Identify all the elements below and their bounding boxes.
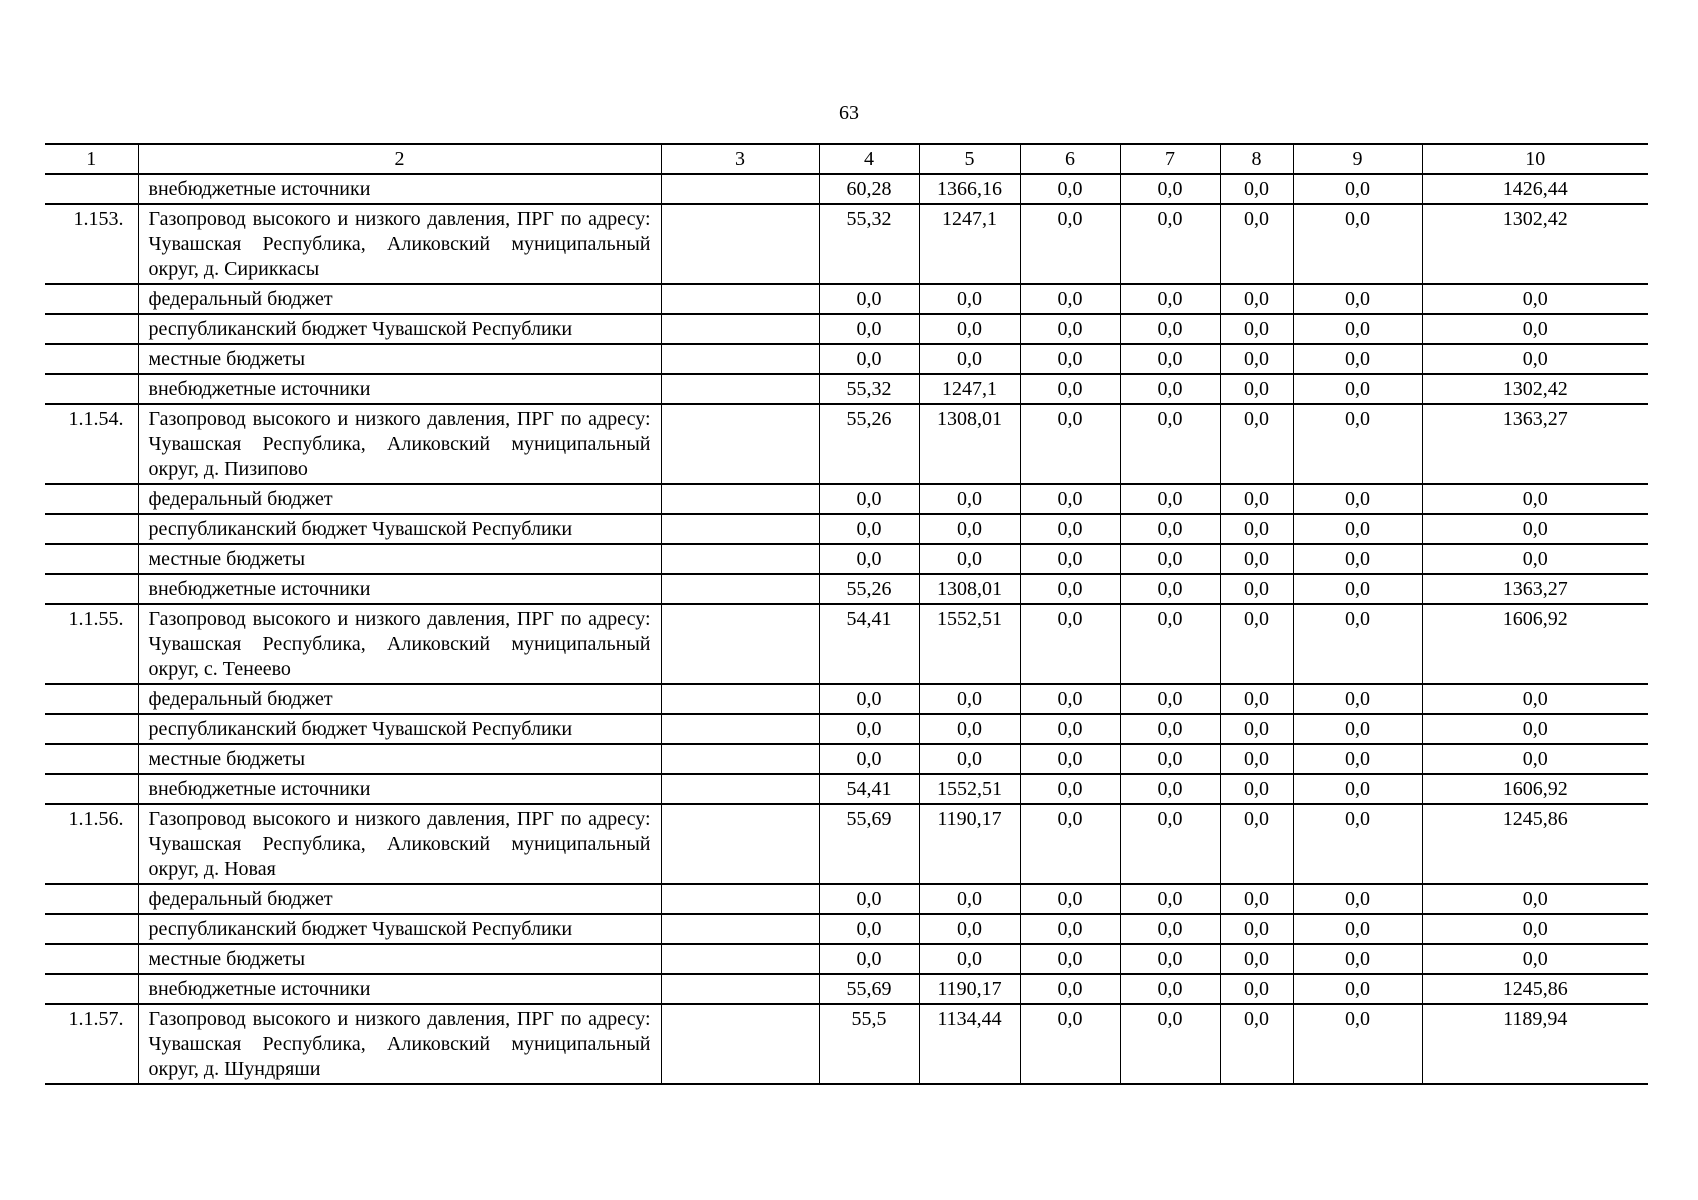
cell-item-code: 1.1.54. — [45, 404, 138, 484]
cell-col-7: 0,0 — [1120, 684, 1220, 714]
table-row-source — [45, 974, 1648, 1004]
table-row-source — [45, 484, 1648, 514]
cell-col-4: 0,0 — [819, 914, 919, 944]
cell-col-4: 55,32 — [819, 204, 919, 284]
cell-col-9: 0,0 — [1293, 284, 1422, 314]
cell-col-7: 0,0 — [1120, 514, 1220, 544]
table-row-item — [45, 404, 1648, 484]
cell-col-6: 0,0 — [1020, 684, 1120, 714]
cell-item-name: республиканский бюджет Чувашской Республики — [138, 714, 661, 744]
page-number: 63 — [839, 102, 859, 124]
cell-item-code — [45, 574, 138, 604]
cell-col-10-total: 1426,44 — [1422, 174, 1648, 204]
cell-item-code — [45, 174, 138, 204]
cell-col-6: 0,0 — [1020, 314, 1120, 344]
cell-col-9: 0,0 — [1293, 804, 1422, 884]
cell-col-6: 0,0 — [1020, 604, 1120, 684]
cell-col-10-total: 0,0 — [1422, 914, 1648, 944]
cell-col-6: 0,0 — [1020, 774, 1120, 804]
cell-col-7: 0,0 — [1120, 314, 1220, 344]
cell-col-9: 0,0 — [1293, 604, 1422, 684]
cell-col-3 — [661, 174, 819, 204]
budget-table — [45, 143, 1648, 1085]
cell-col-8: 0,0 — [1220, 174, 1293, 204]
cell-col-9: 0,0 — [1293, 714, 1422, 744]
cell-col-10-total: 0,0 — [1422, 314, 1648, 344]
cell-col-10-total: 1363,27 — [1422, 574, 1648, 604]
cell-col-6: 0,0 — [1020, 404, 1120, 484]
cell-item-name: Газопровод высокого и низкого давления, ПРГ по адресу: Чувашская Республика, Аликовский муниципальный округ, д. Сириккасы — [138, 204, 661, 284]
cell-col-10-total: 0,0 — [1422, 684, 1648, 714]
cell-item-code — [45, 514, 138, 544]
cell-col-6: 0,0 — [1020, 884, 1120, 914]
cell-col-9: 0,0 — [1293, 314, 1422, 344]
cell-item-code — [45, 544, 138, 574]
cell-col-3 — [661, 574, 819, 604]
table-row-item — [45, 804, 1648, 884]
table-row-source — [45, 314, 1648, 344]
cell-col-5: 1247,1 — [919, 204, 1020, 284]
cell-col-9: 0,0 — [1293, 344, 1422, 374]
cell-col-8: 0,0 — [1220, 944, 1293, 974]
column-header-5: 5 — [919, 144, 1020, 174]
cell-col-7: 0,0 — [1120, 344, 1220, 374]
cell-item-name: республиканский бюджет Чувашской Республики — [138, 514, 661, 544]
cell-col-5: 0,0 — [919, 344, 1020, 374]
cell-col-7: 0,0 — [1120, 974, 1220, 1004]
table-row-source — [45, 914, 1648, 944]
table-row-source — [45, 774, 1648, 804]
cell-item-code — [45, 344, 138, 374]
column-header-9: 9 — [1293, 144, 1422, 174]
cell-col-5: 0,0 — [919, 944, 1020, 974]
cell-col-10-total: 0,0 — [1422, 944, 1648, 974]
cell-col-7: 0,0 — [1120, 804, 1220, 884]
cell-col-10-total: 1245,86 — [1422, 804, 1648, 884]
cell-item-name: внебюджетные источники — [138, 974, 661, 1004]
cell-item-code: 1.153. — [45, 204, 138, 284]
cell-col-7: 0,0 — [1120, 484, 1220, 514]
cell-col-4: 55,5 — [819, 1004, 919, 1084]
cell-col-5: 0,0 — [919, 544, 1020, 574]
cell-col-5: 1247,1 — [919, 374, 1020, 404]
cell-col-4: 54,41 — [819, 604, 919, 684]
cell-col-7: 0,0 — [1120, 1004, 1220, 1084]
cell-col-7: 0,0 — [1120, 404, 1220, 484]
cell-col-3 — [661, 914, 819, 944]
cell-col-6: 0,0 — [1020, 284, 1120, 314]
cell-col-4: 0,0 — [819, 284, 919, 314]
cell-col-4: 0,0 — [819, 944, 919, 974]
column-header-2: 2 — [138, 144, 661, 174]
cell-item-code — [45, 314, 138, 344]
cell-col-4: 0,0 — [819, 484, 919, 514]
cell-item-name: внебюджетные источники — [138, 774, 661, 804]
cell-col-5: 1552,51 — [919, 774, 1020, 804]
cell-col-7: 0,0 — [1120, 914, 1220, 944]
table-row-source — [45, 514, 1648, 544]
cell-col-7: 0,0 — [1120, 204, 1220, 284]
cell-item-name: внебюджетные источники — [138, 374, 661, 404]
cell-col-9: 0,0 — [1293, 544, 1422, 574]
cell-item-code — [45, 284, 138, 314]
cell-item-code: 1.1.56. — [45, 804, 138, 884]
cell-col-6: 0,0 — [1020, 344, 1120, 374]
cell-col-5: 1190,17 — [919, 974, 1020, 1004]
cell-item-name: федеральный бюджет — [138, 484, 661, 514]
table-row-source — [45, 744, 1648, 774]
cell-col-3 — [661, 714, 819, 744]
cell-item-code — [45, 374, 138, 404]
cell-col-6: 0,0 — [1020, 944, 1120, 974]
cell-col-5: 1190,17 — [919, 804, 1020, 884]
cell-col-9: 0,0 — [1293, 1004, 1422, 1084]
cell-col-7: 0,0 — [1120, 944, 1220, 974]
cell-col-10-total: 0,0 — [1422, 284, 1648, 314]
cell-col-4: 0,0 — [819, 544, 919, 574]
cell-col-7: 0,0 — [1120, 744, 1220, 774]
cell-col-6: 0,0 — [1020, 1004, 1120, 1084]
cell-col-4: 0,0 — [819, 514, 919, 544]
cell-col-4: 55,32 — [819, 374, 919, 404]
cell-col-9: 0,0 — [1293, 574, 1422, 604]
cell-col-4: 0,0 — [819, 314, 919, 344]
cell-item-name: федеральный бюджет — [138, 284, 661, 314]
cell-col-9: 0,0 — [1293, 684, 1422, 714]
cell-item-code — [45, 484, 138, 514]
cell-col-5: 0,0 — [919, 744, 1020, 774]
cell-col-7: 0,0 — [1120, 284, 1220, 314]
cell-col-3 — [661, 404, 819, 484]
cell-col-7: 0,0 — [1120, 544, 1220, 574]
cell-item-code — [45, 744, 138, 774]
cell-col-3 — [661, 544, 819, 574]
cell-col-3 — [661, 374, 819, 404]
cell-item-name: федеральный бюджет — [138, 684, 661, 714]
cell-col-9: 0,0 — [1293, 404, 1422, 484]
cell-col-9: 0,0 — [1293, 204, 1422, 284]
cell-col-3 — [661, 604, 819, 684]
cell-col-5: 0,0 — [919, 484, 1020, 514]
cell-col-10-total: 1302,42 — [1422, 204, 1648, 284]
cell-item-name: местные бюджеты — [138, 944, 661, 974]
cell-col-6: 0,0 — [1020, 484, 1120, 514]
cell-item-name: федеральный бюджет — [138, 884, 661, 914]
cell-col-8: 0,0 — [1220, 574, 1293, 604]
cell-col-6: 0,0 — [1020, 174, 1120, 204]
cell-col-3 — [661, 284, 819, 314]
cell-col-3 — [661, 484, 819, 514]
cell-col-3 — [661, 344, 819, 374]
cell-item-name: внебюджетные источники — [138, 174, 661, 204]
table-row-source — [45, 684, 1648, 714]
cell-item-code — [45, 974, 138, 1004]
cell-col-7: 0,0 — [1120, 884, 1220, 914]
table-row-item — [45, 604, 1648, 684]
cell-col-10-total: 1606,92 — [1422, 604, 1648, 684]
cell-col-8: 0,0 — [1220, 804, 1293, 884]
cell-col-10-total: 0,0 — [1422, 884, 1648, 914]
cell-col-8: 0,0 — [1220, 204, 1293, 284]
table-row-source — [45, 574, 1648, 604]
cell-col-3 — [661, 744, 819, 774]
cell-col-4: 55,26 — [819, 574, 919, 604]
cell-col-10-total: 1245,86 — [1422, 974, 1648, 1004]
cell-item-name: Газопровод высокого и низкого давления, ПРГ по адресу: Чувашская Республика, Аликовский муниципальный округ, с. Тенеево — [138, 604, 661, 684]
cell-col-10-total: 0,0 — [1422, 484, 1648, 514]
cell-col-3 — [661, 684, 819, 714]
cell-item-code — [45, 684, 138, 714]
cell-col-3 — [661, 944, 819, 974]
header-row — [45, 144, 1648, 174]
cell-col-6: 0,0 — [1020, 514, 1120, 544]
cell-col-5: 1308,01 — [919, 574, 1020, 604]
cell-col-5: 0,0 — [919, 514, 1020, 544]
cell-col-6: 0,0 — [1020, 974, 1120, 1004]
cell-item-name: Газопровод высокого и низкого давления, ПРГ по адресу: Чувашская Республика, Аликовский муниципальный округ, д. Шундряши — [138, 1004, 661, 1084]
cell-col-8: 0,0 — [1220, 914, 1293, 944]
cell-col-6: 0,0 — [1020, 804, 1120, 884]
cell-col-4: 55,26 — [819, 404, 919, 484]
cell-item-name: местные бюджеты — [138, 544, 661, 574]
cell-col-5: 1366,16 — [919, 174, 1020, 204]
cell-item-code — [45, 914, 138, 944]
cell-col-10-total: 0,0 — [1422, 714, 1648, 744]
cell-col-3 — [661, 314, 819, 344]
cell-col-8: 0,0 — [1220, 684, 1293, 714]
cell-col-3 — [661, 514, 819, 544]
cell-col-9: 0,0 — [1293, 884, 1422, 914]
table-row-source — [45, 344, 1648, 374]
cell-col-10-total: 0,0 — [1422, 514, 1648, 544]
cell-col-3 — [661, 884, 819, 914]
cell-col-8: 0,0 — [1220, 374, 1293, 404]
table-row-source — [45, 544, 1648, 574]
cell-item-code — [45, 884, 138, 914]
table-header — [45, 144, 1648, 174]
cell-col-6: 0,0 — [1020, 914, 1120, 944]
cell-col-6: 0,0 — [1020, 374, 1120, 404]
cell-item-name: местные бюджеты — [138, 344, 661, 374]
cell-col-5: 0,0 — [919, 914, 1020, 944]
cell-item-name: местные бюджеты — [138, 744, 661, 774]
column-header-1: 1 — [45, 144, 138, 174]
cell-col-8: 0,0 — [1220, 404, 1293, 484]
cell-col-9: 0,0 — [1293, 484, 1422, 514]
cell-col-9: 0,0 — [1293, 174, 1422, 204]
cell-col-8: 0,0 — [1220, 284, 1293, 314]
cell-col-6: 0,0 — [1020, 574, 1120, 604]
cell-col-8: 0,0 — [1220, 744, 1293, 774]
cell-col-3 — [661, 774, 819, 804]
cell-col-9: 0,0 — [1293, 944, 1422, 974]
cell-col-10-total: 0,0 — [1422, 744, 1648, 774]
cell-col-7: 0,0 — [1120, 714, 1220, 744]
cell-col-8: 0,0 — [1220, 544, 1293, 574]
table-body — [45, 174, 1648, 1084]
cell-col-7: 0,0 — [1120, 374, 1220, 404]
cell-col-5: 0,0 — [919, 884, 1020, 914]
cell-col-4: 60,28 — [819, 174, 919, 204]
cell-col-8: 0,0 — [1220, 514, 1293, 544]
cell-col-5: 1308,01 — [919, 404, 1020, 484]
cell-col-8: 0,0 — [1220, 484, 1293, 514]
column-header-7: 7 — [1120, 144, 1220, 174]
cell-col-4: 55,69 — [819, 804, 919, 884]
table-row-source — [45, 714, 1648, 744]
column-header-8: 8 — [1220, 144, 1293, 174]
table-row-source — [45, 944, 1648, 974]
cell-col-9: 0,0 — [1293, 374, 1422, 404]
cell-col-10-total: 1606,92 — [1422, 774, 1648, 804]
cell-item-name: республиканский бюджет Чувашской Республики — [138, 914, 661, 944]
cell-col-10-total: 1363,27 — [1422, 404, 1648, 484]
cell-col-10-total: 0,0 — [1422, 344, 1648, 374]
cell-col-3 — [661, 974, 819, 1004]
cell-col-3 — [661, 804, 819, 884]
cell-item-code — [45, 774, 138, 804]
cell-col-10-total: 1189,94 — [1422, 1004, 1648, 1084]
cell-item-code: 1.1.57. — [45, 1004, 138, 1084]
cell-col-4: 54,41 — [819, 774, 919, 804]
cell-col-9: 0,0 — [1293, 974, 1422, 1004]
column-header-6: 6 — [1020, 144, 1120, 174]
cell-item-code — [45, 714, 138, 744]
cell-col-8: 0,0 — [1220, 604, 1293, 684]
cell-col-5: 0,0 — [919, 314, 1020, 344]
cell-col-5: 0,0 — [919, 714, 1020, 744]
cell-col-7: 0,0 — [1120, 574, 1220, 604]
cell-col-8: 0,0 — [1220, 774, 1293, 804]
cell-col-8: 0,0 — [1220, 1004, 1293, 1084]
cell-col-8: 0,0 — [1220, 884, 1293, 914]
cell-col-4: 0,0 — [819, 884, 919, 914]
column-header-3: 3 — [661, 144, 819, 174]
cell-col-7: 0,0 — [1120, 774, 1220, 804]
cell-col-9: 0,0 — [1293, 774, 1422, 804]
cell-item-name: республиканский бюджет Чувашской Республики — [138, 314, 661, 344]
cell-col-4: 0,0 — [819, 714, 919, 744]
cell-item-name: Газопровод высокого и низкого давления, ПРГ по адресу: Чувашская Республика, Аликовский муниципальный округ, д. Пизипово — [138, 404, 661, 484]
cell-col-4: 0,0 — [819, 344, 919, 374]
cell-col-5: 1552,51 — [919, 604, 1020, 684]
cell-col-8: 0,0 — [1220, 344, 1293, 374]
cell-col-3 — [661, 204, 819, 284]
cell-col-5: 0,0 — [919, 284, 1020, 314]
column-header-4: 4 — [819, 144, 919, 174]
cell-item-name: внебюджетные источники — [138, 574, 661, 604]
table-row-source — [45, 284, 1648, 314]
table-row-item — [45, 204, 1648, 284]
cell-col-4: 0,0 — [819, 684, 919, 714]
cell-col-4: 0,0 — [819, 744, 919, 774]
cell-col-9: 0,0 — [1293, 914, 1422, 944]
cell-col-4: 55,69 — [819, 974, 919, 1004]
cell-col-8: 0,0 — [1220, 714, 1293, 744]
cell-col-8: 0,0 — [1220, 974, 1293, 1004]
column-header-10: 10 — [1422, 144, 1648, 174]
table-row-item — [45, 1004, 1648, 1084]
cell-col-3 — [661, 1004, 819, 1084]
cell-col-10-total: 1302,42 — [1422, 374, 1648, 404]
cell-col-7: 0,0 — [1120, 174, 1220, 204]
table-row-source — [45, 174, 1648, 204]
table-row-source — [45, 884, 1648, 914]
cell-col-6: 0,0 — [1020, 204, 1120, 284]
cell-col-8: 0,0 — [1220, 314, 1293, 344]
cell-col-6: 0,0 — [1020, 714, 1120, 744]
cell-col-9: 0,0 — [1293, 514, 1422, 544]
cell-col-6: 0,0 — [1020, 744, 1120, 774]
cell-col-10-total: 0,0 — [1422, 544, 1648, 574]
cell-col-5: 1134,44 — [919, 1004, 1020, 1084]
cell-col-7: 0,0 — [1120, 604, 1220, 684]
cell-col-9: 0,0 — [1293, 744, 1422, 774]
cell-item-code: 1.1.55. — [45, 604, 138, 684]
cell-item-code — [45, 944, 138, 974]
cell-col-5: 0,0 — [919, 684, 1020, 714]
cell-item-name: Газопровод высокого и низкого давления, ПРГ по адресу: Чувашская Республика, Аликовский муниципальный округ, д. Новая — [138, 804, 661, 884]
table-row-source — [45, 374, 1648, 404]
cell-col-6: 0,0 — [1020, 544, 1120, 574]
